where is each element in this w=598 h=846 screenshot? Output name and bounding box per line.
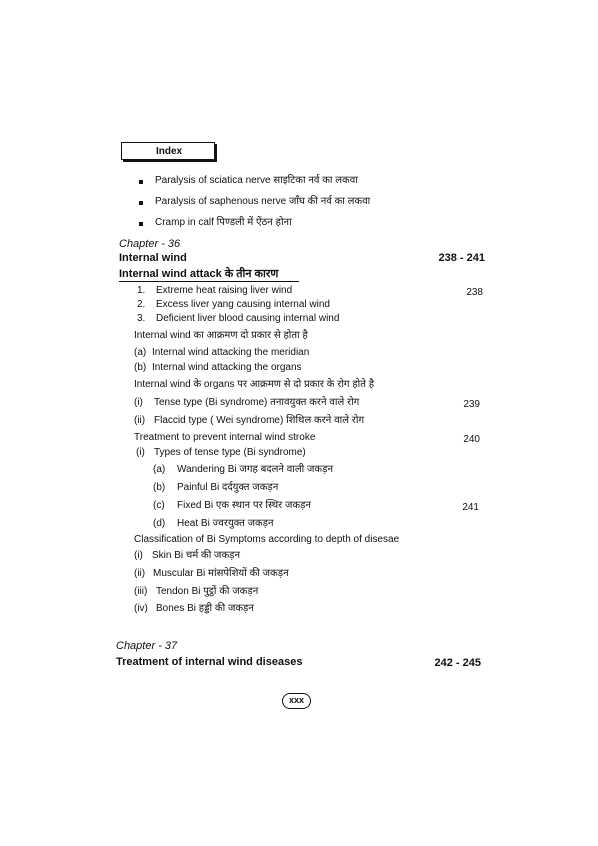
- cause-text: Extreme heat raising liver wind: [156, 285, 293, 296]
- tense-type-marker: (b): [153, 482, 166, 493]
- chapter-title: Internal wind: [119, 252, 187, 264]
- chapter-label: Chapter - 37: [116, 640, 178, 652]
- tense-type-marker: (d): [153, 518, 166, 529]
- tense-heading-text: Types of tense type (Bi syndrome): [154, 447, 306, 458]
- bullet-item: Paralysis of saphenous nerve जाँघ की नर्व का लकवा: [155, 196, 371, 207]
- depth-type-text: Skin Bi चर्म की जकड़न: [152, 550, 241, 561]
- chapter-page-range: 238 - 241: [438, 252, 485, 264]
- cause-number: 3.: [137, 313, 146, 324]
- tense-type-marker: (c): [153, 500, 165, 511]
- tense-type-text: Wandering Bi जगह बदलने वाली जकड़न: [177, 464, 334, 475]
- depth-type-text: Bones Bi हड्डी की जकड़न: [156, 603, 254, 614]
- page-number: 240: [463, 434, 480, 445]
- tense-type-text: Fixed Bi एक स्थान पर स्थिर जकड़न: [177, 500, 311, 511]
- depth-type-text: Muscular Bi मांसपेशियों की जकड़न: [153, 568, 289, 579]
- footer-page-number: xxx: [282, 693, 311, 709]
- organ-type-marker: (ii): [134, 415, 146, 426]
- page-number: 241: [462, 502, 479, 513]
- bullet-icon: [139, 222, 143, 226]
- bullet-item: Cramp in calf पिण्डली में ऐंठन होना: [155, 217, 292, 228]
- depth-type-text: Tendon Bi पुट्ठों की जकड़न: [156, 586, 259, 597]
- attack-type-marker: (b): [134, 362, 147, 373]
- attack-type-marker: (a): [134, 347, 147, 358]
- classification-heading: Classification of Bi Symptoms according to depth of disesae: [134, 534, 400, 545]
- organ-intro: Internal wind के organs पर आक्रमण से दो प्रकार के रोग होते है: [134, 379, 375, 390]
- organ-type-text: Tense type (Bi syndrome) तनावयुक्त करने वाले रोग: [154, 397, 360, 408]
- chapter-page-range: 242 - 245: [434, 657, 481, 669]
- page-number: 239: [463, 399, 480, 410]
- depth-type-marker: (iv): [134, 603, 148, 614]
- cause-text: Deficient liver blood causing internal wind: [156, 313, 340, 324]
- cause-number: 2.: [137, 299, 146, 310]
- tense-type-text: Painful Bi दर्दयुक्त जकड़न: [177, 482, 279, 493]
- tense-heading-marker: (i): [136, 447, 145, 458]
- organ-type-marker: (i): [134, 397, 143, 408]
- subtitle-underline: [119, 281, 299, 282]
- attack-intro: Internal wind का आक्रमण दो प्रकार से होता है: [134, 330, 308, 341]
- bullet-item: Paralysis of sciatica nerve साइटिका नर्व का लकवा: [155, 175, 358, 186]
- organ-type-text: Flaccid type ( Wei syndrome) शिथिल करने वाले रोग: [154, 415, 365, 426]
- section-subtitle: Internal wind attack के तीन कारण: [119, 268, 279, 280]
- tense-type-marker: (a): [153, 464, 166, 475]
- attack-type-text: Internal wind attacking the organs: [152, 362, 302, 373]
- bullet-icon: [139, 201, 143, 205]
- attack-type-text: Internal wind attacking the meridian: [152, 347, 310, 358]
- bullet-icon: [139, 180, 143, 184]
- prevention-heading: Treatment to prevent internal wind stroke: [134, 432, 316, 443]
- depth-type-marker: (ii): [134, 568, 146, 579]
- chapter-title: Treatment of internal wind diseases: [116, 656, 303, 668]
- tense-type-text: Heat Bi ज्वरयुक्त जकड़न: [177, 518, 274, 529]
- cause-text: Excess liver yang causing internal wind: [156, 299, 330, 310]
- cause-number: 1.: [137, 285, 146, 296]
- depth-type-marker: (iii): [134, 586, 148, 597]
- index-header-box: Index: [121, 142, 215, 160]
- depth-type-marker: (i): [134, 550, 143, 561]
- chapter-label: Chapter - 36: [119, 238, 181, 250]
- page-number: 238: [466, 287, 483, 298]
